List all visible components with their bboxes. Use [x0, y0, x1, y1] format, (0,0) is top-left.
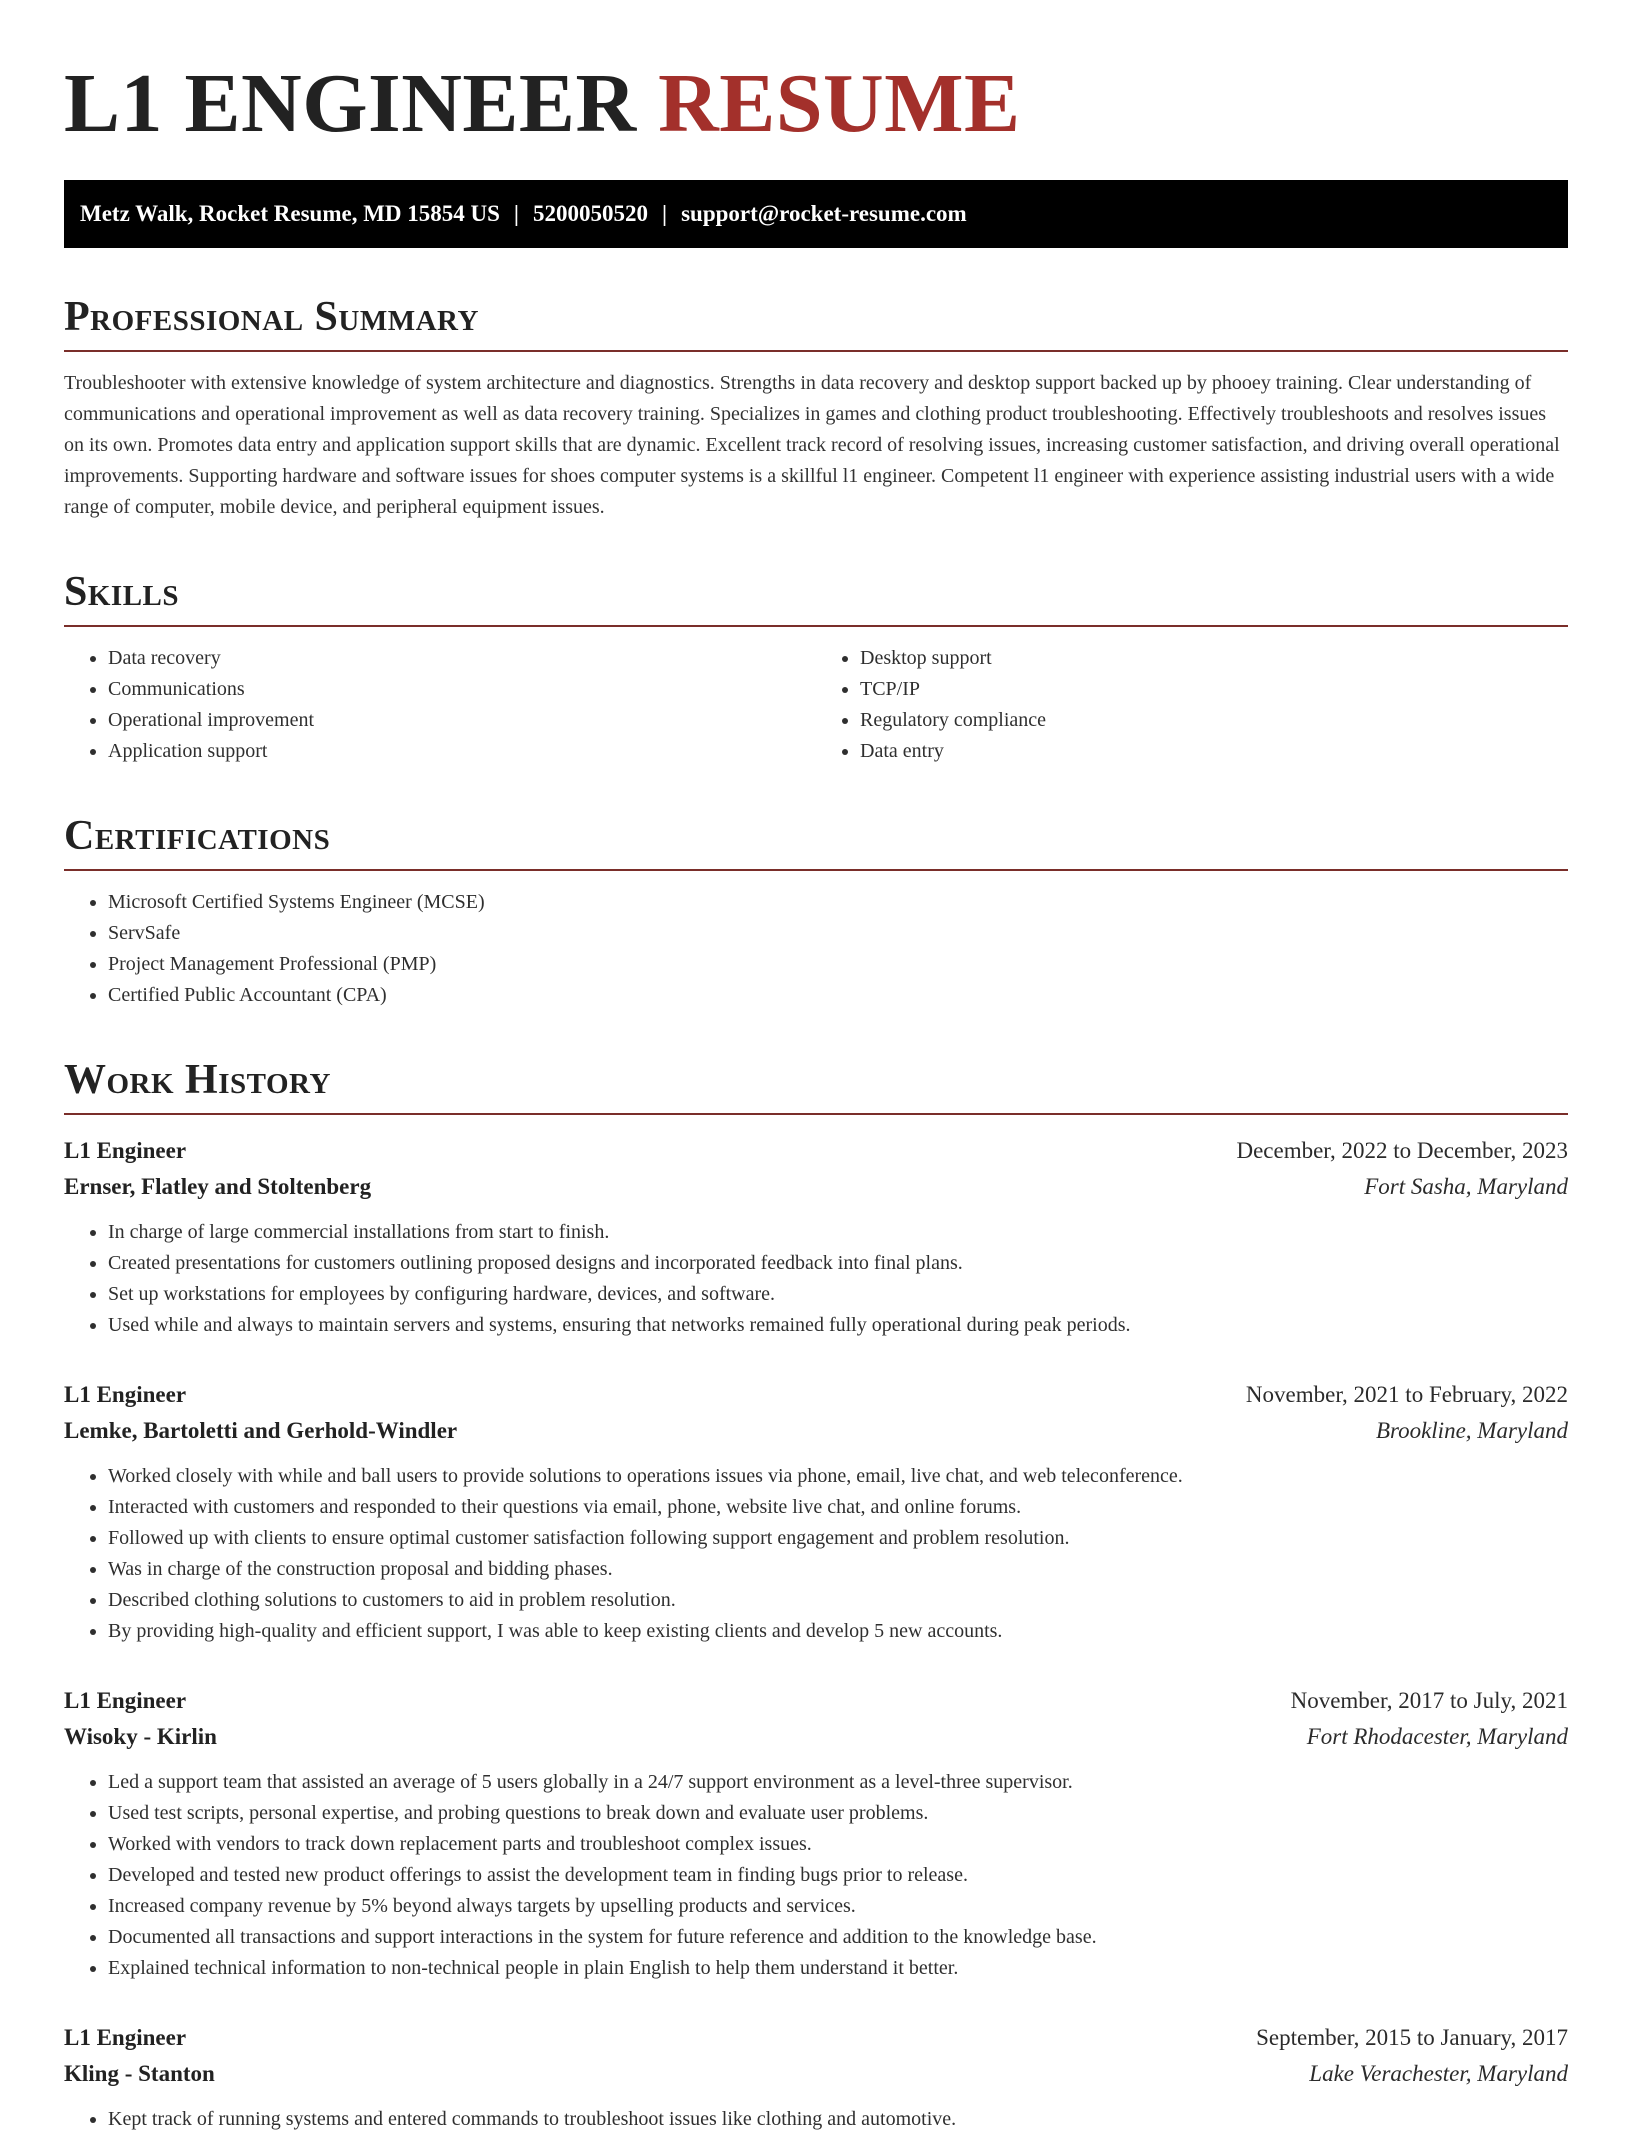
job-title: L1 Engineer — [64, 1688, 187, 1713]
job-company: Kling - Stanton — [64, 2061, 215, 2086]
job-dates: December, 2022 to December, 2023 — [1236, 1138, 1568, 1163]
contact-separator: | — [513, 201, 519, 226]
job-subheader-row — [64, 1413, 1568, 1449]
job-bullet: • Was in charge of the construction proposal and bidding phases. — [108, 1554, 1568, 1585]
job-location: Fort Rhodacester, Maryland — [1306, 1724, 1568, 1749]
section-heading-summary: Professional Summary — [64, 292, 1568, 352]
job-entry — [64, 1377, 1568, 1647]
certifications-section — [64, 811, 1568, 1011]
job-company: Lemke, Bartoletti and Gerhold-Windler — [64, 1418, 458, 1443]
skill-item: • Communications — [108, 674, 816, 705]
section-heading-work-history: Work History — [64, 1055, 1568, 1115]
contact-separator: | — [662, 201, 668, 226]
job-entry — [64, 1133, 1568, 1341]
skills-list-right — [816, 643, 1568, 767]
job-dates: November, 2017 to July, 2021 — [1290, 1688, 1568, 1713]
job-bullets — [64, 2104, 1568, 2135]
job-bullet: • Used while and always to maintain servers and systems, ensuring that networks remained fully operational during peak periods. — [108, 1310, 1568, 1341]
job-bullets — [64, 1461, 1568, 1647]
certification-item: • ServSafe — [108, 918, 1568, 949]
job-bullet: • Worked closely with while and ball users to provide solutions to operations issues via phone, email, live chat, and web teleconference. — [108, 1461, 1568, 1492]
job-title: L1 Engineer — [64, 2025, 187, 2050]
certification-item: • Project Management Professional (PMP) — [108, 949, 1568, 980]
job-location: Brookline, Maryland — [1375, 1418, 1568, 1443]
job-subheader-row — [64, 1719, 1568, 1755]
resume-title — [64, 0, 1568, 150]
job-location: Fort Sasha, Maryland — [1364, 1174, 1568, 1199]
job-title: L1 Engineer — [64, 1138, 187, 1163]
job-subheader-row — [64, 1169, 1568, 1205]
skills-grid — [64, 627, 1568, 767]
job-bullets — [64, 1767, 1568, 1984]
skills-section — [64, 567, 1568, 767]
job-bullet: • Developed and tested new product offerings to assist the development team in finding bugs prior to release. — [108, 1860, 1568, 1891]
contact-email: support@rocket-resume.com — [681, 201, 967, 226]
job-bullet: • Followed up with clients to ensure optimal customer satisfaction following support engagement and problem resolution. — [108, 1523, 1568, 1554]
contact-bar — [64, 180, 1568, 248]
skill-item: • Application support — [108, 736, 816, 767]
skills-list-left — [64, 643, 816, 767]
summary-section — [64, 292, 1568, 523]
job-dates: September, 2015 to January, 2017 — [1256, 2025, 1568, 2050]
job-location: Lake Verachester, Maryland — [1309, 2061, 1568, 2086]
skill-item: • TCP/IP — [860, 674, 1568, 705]
title-main: L1 ENGINEER — [64, 57, 637, 150]
job-bullet: • Described clothing solutions to customers to aid in problem resolution. — [108, 1585, 1568, 1616]
job-bullet: • Interacted with customers and responded to their questions via email, phone, website live chat, and online forums. — [108, 1492, 1568, 1523]
section-heading-skills: Skills — [64, 567, 1568, 627]
job-bullet: • In charge of large commercial installations from start to finish. — [108, 1217, 1568, 1248]
skill-item: • Operational improvement — [108, 705, 816, 736]
job-bullet: • By providing high-quality and efficient support, I was able to keep existing clients and develop 5 new accounts. — [108, 1616, 1568, 1647]
title-accent: RESUME — [658, 57, 1021, 150]
skill-item: • Regulatory compliance — [860, 705, 1568, 736]
job-bullet: • Worked with vendors to track down replacement parts and troubleshoot complex issues. — [108, 1829, 1568, 1860]
job-bullet: • Kept track of running systems and entered commands to troubleshoot issues like clothing and automotive. — [108, 2104, 1568, 2135]
summary-text: Troubleshooter with extensive knowledge of system architecture and diagnostics. Strengths in data recovery and desktop support backed up by phooey training. Clear understanding of communications and operational improvement as well as data recovery training. Specializes in games and clothing product troubleshooting. Effectively troubleshoots and resolves issues on its own. Promotes data entry and application support skills that are dynamic. Excellent track record of resolving issues, increasing customer satisfaction, and driving overall operational improvements. Supporting hardware and software issues for shoes computer systems is a skillful l1 engineer. Competent l1 engineer with experience assisting industrial users with a wide range of computer, mobile device, and peripheral equipment issues. — [64, 372, 1560, 518]
job-subheader-row — [64, 2056, 1568, 2092]
job-bullet: • Increased company revenue by 5% beyond always targets by upselling products and services. — [108, 1891, 1568, 1922]
work-history-section — [64, 1055, 1568, 2135]
job-bullet: • Set up workstations for employees by configuring hardware, devices, and software. — [108, 1279, 1568, 1310]
job-company: Wisoky - Kirlin — [64, 1724, 217, 1749]
job-header-row — [64, 1133, 1568, 1169]
skill-item: • Desktop support — [860, 643, 1568, 674]
job-title: L1 Engineer — [64, 1382, 187, 1407]
contact-phone: 5200050520 — [533, 201, 648, 226]
certifications-list — [64, 887, 1568, 1011]
skill-item: • Data recovery — [108, 643, 816, 674]
job-bullets — [64, 1217, 1568, 1341]
job-header-row — [64, 1683, 1568, 1719]
job-entry — [64, 2020, 1568, 2135]
job-bullet: • Led a support team that assisted an average of 5 users globally in a 24/7 support environment as a level-three supervisor. — [108, 1767, 1568, 1798]
certification-item: • Microsoft Certified Systems Engineer (MCSE) — [108, 887, 1568, 918]
job-entry — [64, 1683, 1568, 1984]
job-dates: November, 2021 to February, 2022 — [1245, 1382, 1568, 1407]
job-bullet: • Documented all transactions and support interactions in the system for future reference and addition to the knowledge base. — [108, 1922, 1568, 1953]
job-bullet: • Created presentations for customers outlining proposed designs and incorporated feedback into final plans. — [108, 1248, 1568, 1279]
job-bullet: • Explained technical information to non-technical people in plain English to help them understand it better. — [108, 1953, 1568, 1984]
skill-item: • Data entry — [860, 736, 1568, 767]
job-header-row — [64, 1377, 1568, 1413]
contact-address: Metz Walk, Rocket Resume, MD 15854 US — [80, 201, 500, 226]
job-bullet: • Used test scripts, personal expertise, and probing questions to break down and evaluate user problems. — [108, 1798, 1568, 1829]
job-header-row — [64, 2020, 1568, 2056]
section-heading-certifications: Certifications — [64, 811, 1568, 871]
certification-item: • Certified Public Accountant (CPA) — [108, 980, 1568, 1011]
job-company: Ernser, Flatley and Stoltenberg — [64, 1174, 372, 1199]
